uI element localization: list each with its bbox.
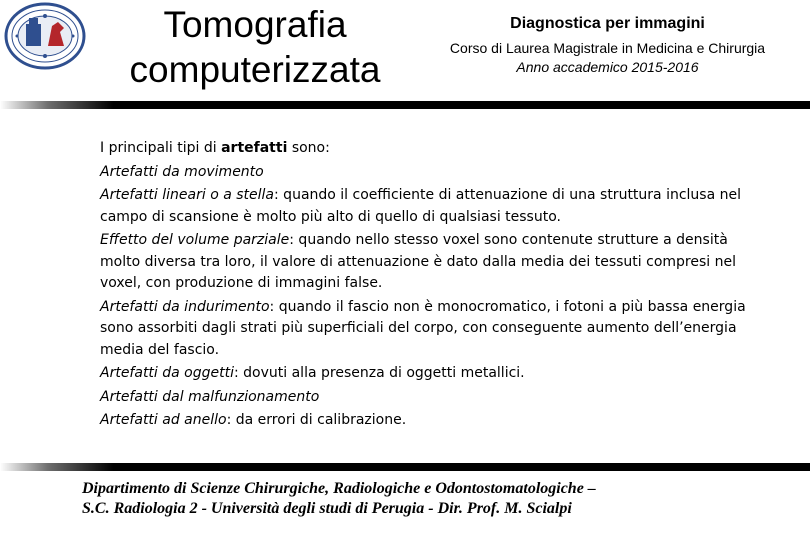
artifact-desc: : quando il fascio non è monocromatico, i fotoni a più bassa energia sono assorbiti dagli strati più superficiali del corpo, con conseguente aumento dell’energia media del fascio. [100,298,746,358]
artifact-term: Effetto del volume parziale [100,232,290,248]
footer-line-2: S.C. Radiologia 2 - Università degli studi di Perugia - Dir. Prof. M. Scialpi [82,500,572,517]
university-seal-icon [4,2,86,70]
footer [82,479,802,519]
bottom-divider [0,463,810,471]
artifact-term: Artefatti lineari o a stella [100,187,275,203]
intro-prefix: I principali tipi di [100,140,222,156]
course-info [405,14,810,76]
list-item [100,230,760,295]
title-line-1: Tomografia [163,4,347,45]
intro-bold: artefatti [221,140,288,156]
title-line-2: computerizzata [129,49,381,90]
footer-line-1: Dipartimento di Scienze Chirurgiche, Radiologiche e Odontostomatologiche – [82,480,596,497]
course-subtitle: Corso di Laurea Magistrale in Medicina e Chirurgia [449,40,766,56]
list-item [100,185,760,228]
list-item [100,297,760,362]
artifact-term: Artefatti da movimento [100,163,264,180]
course-title: Diagnostica per immagini [510,15,705,32]
intro-suffix: sono: [287,140,330,156]
slide-content [100,138,760,434]
artifact-desc: : dovuti alla presenza di oggetti metallici. [234,365,525,381]
list-item [100,162,760,184]
artifact-desc: : quando il coefficiente di attenuazione di una struttura inclusa nel campo di scansione è molto più alto di quello di qualsiasi tessuto. [100,187,741,225]
academic-year: Anno accademico 2015-2016 [516,59,699,75]
top-divider [0,101,810,109]
artifact-term: Artefatti dal malfunzionamento [100,388,320,405]
list-item [100,363,760,385]
artifact-term: Artefatti ad anello [100,412,227,428]
artifact-desc: : quando nello stesso voxel sono contenute strutture a densità molto diversa tra loro, il valore di attenuazione è dato dalla media dei tessuti compresi nel voxel, con produzione di immagini false. [100,232,736,291]
page-title [100,2,410,92]
list-item [100,387,760,409]
intro-line [100,138,760,160]
list-item [100,410,760,432]
artifact-term: Artefatti da indurimento [100,298,270,315]
artifact-desc: : da errori di calibrazione. [226,412,407,428]
artifact-term: Artefatti da oggetti [100,365,234,381]
